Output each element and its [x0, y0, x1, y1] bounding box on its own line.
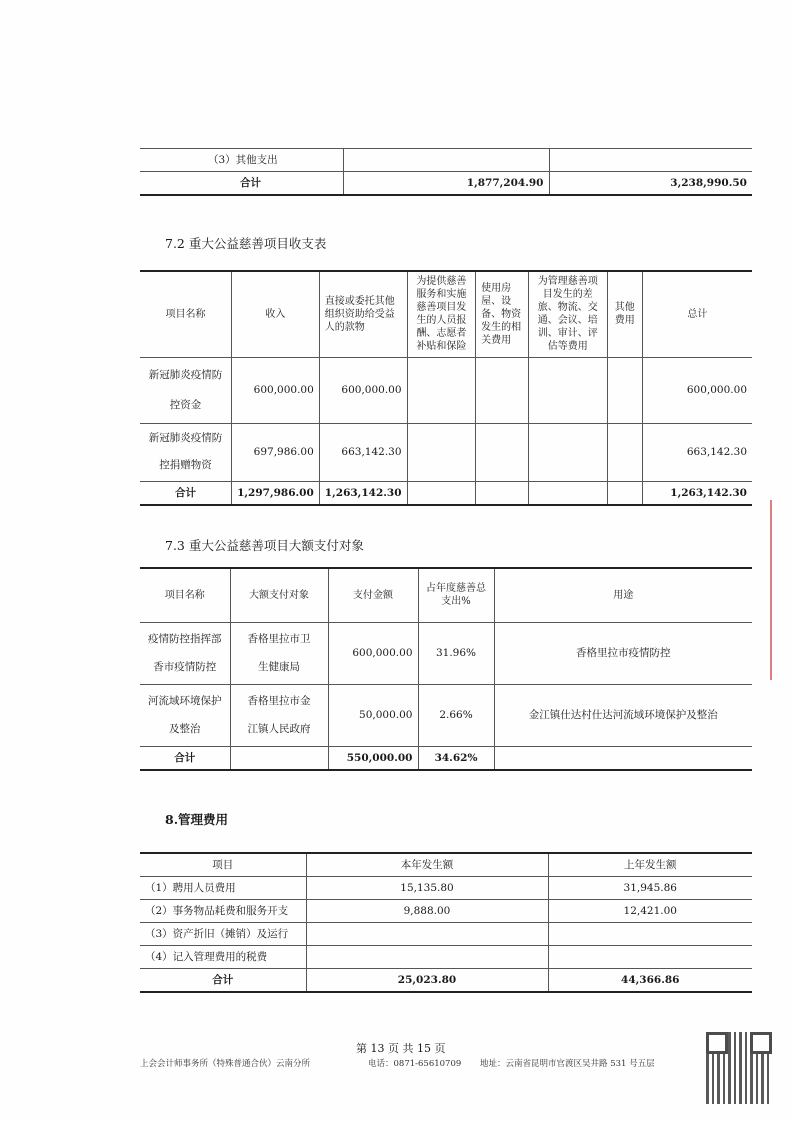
- seal-stamp-icon: [770, 500, 793, 680]
- table-header-row: 项目 本年发生额 上年发生额: [140, 853, 752, 877]
- table-row: （3）资产折旧（摊销）及运行: [140, 923, 752, 946]
- table-header-row: 项目名称 大额支付对象 支付金额 占年度慈善总支出% 用途: [140, 568, 752, 622]
- firm-name: 上会会计师事务所（特殊普通合伙）云南分所: [140, 1059, 311, 1069]
- qr-code-icon: [706, 1032, 772, 1104]
- firm-phone: 电话：0871-65610709: [368, 1059, 462, 1069]
- table-row: （4）记入管理费用的税费: [140, 946, 752, 969]
- firm-address: 地址：云南省昆明市官渡区吴井路 531 号五层: [480, 1059, 655, 1069]
- page-number: 第 13 页 共 15 页: [356, 1042, 446, 1055]
- table-row: 疫情防控指挥部 香市疫情防控 香格里拉市卫 生健康局 600,000.00 31.96% 香格里拉市疫情防控: [140, 622, 752, 684]
- table-row-total: 合计 1,877,204.90 3,238,990.50: [140, 172, 752, 196]
- section-title-7-2: 7.2 重大公益慈善项目收支表: [165, 236, 327, 251]
- row-label: （3）其他支出: [140, 149, 343, 172]
- table-row: [140, 149, 752, 172]
- table-row: （2）事务物品耗费和服务开支 9,888.00 12,421.00: [140, 900, 752, 923]
- table-row-total: 合计 550,000.00 34.62%: [140, 746, 752, 770]
- section-title-7-3: 7.3 重大公益慈善项目大额支付对象: [165, 538, 364, 553]
- table-row-total: 合计 25,023.80 44,366.86: [140, 969, 752, 993]
- table-row: 新冠肺炎疫情防 控捐赠物资 697,986.00 663,142.30 663,142.30: [140, 423, 752, 481]
- charity-project-income-expense-table: [140, 270, 752, 506]
- expense-summary-table: [140, 148, 752, 196]
- table-row: 新冠肺炎疫情防 控资金 600,000.00 600,000.00 600,000.00: [140, 357, 752, 423]
- management-expense-table: [140, 852, 752, 993]
- table-header-row: 项目名称 收入 直接或委托其他组织资助给受益人的款物 为提供慈善服务和实施慈善项目发生的人员报酬、志愿者补贴和保险 使用房屋、设备、物资发生的相关费用 为管理慈善项目发生的差旅、物流、交通、会议、培训、审计、评估等费用 其他费用 总计: [140, 271, 752, 357]
- table-row: （1）聘用人员费用 15,135.80 31,945.86: [140, 877, 752, 900]
- section-title-8: 8.管理费用: [165, 812, 229, 827]
- table-row-total: 合计 1,297,986.00 1,263,142.30 1,263,142.30: [140, 481, 752, 505]
- large-payment-table: [140, 567, 752, 771]
- table-row: 河流域环境保护 及整治 香格里拉市金 江镇人民政府 50,000.00 2.66% 金江镇仕达村仕达河流域环境保护及整治: [140, 684, 752, 746]
